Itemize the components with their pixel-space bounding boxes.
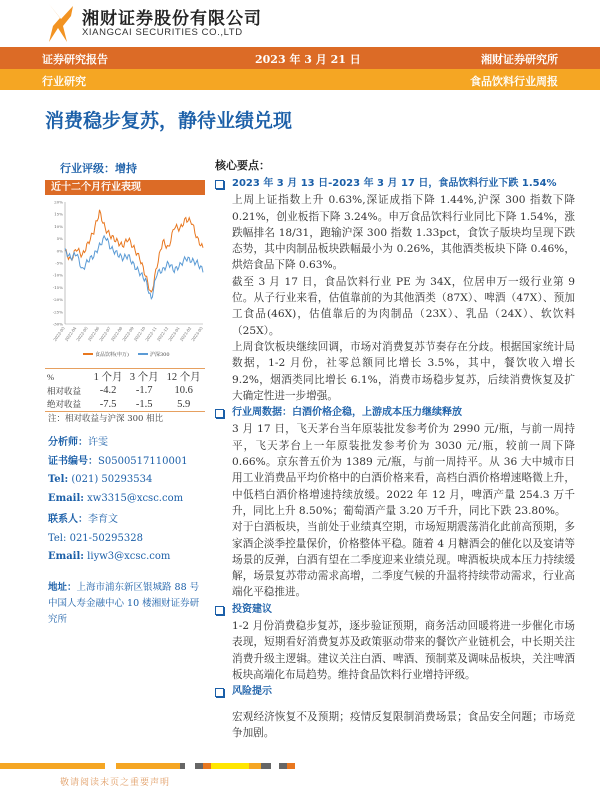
x-tick-label: 2022-12 bbox=[155, 325, 170, 343]
y-tick-label: 0% bbox=[56, 248, 63, 254]
section-heading: 行业周数据：白酒价格企稳，上游成本压力继续释放 bbox=[215, 405, 575, 421]
table-cell: -1.7 bbox=[135, 385, 153, 397]
checkbox-bullet-icon bbox=[215, 409, 224, 418]
performance-table bbox=[45, 368, 205, 412]
report-series: 食品饮料行业周报 bbox=[470, 75, 558, 88]
analyst-info: 分析师：许雯 证书编号：S0500517110001 Tel: (021) 50293534 Email: xw3315@xcsc.com bbox=[48, 437, 188, 504]
table-cell: -7.5 bbox=[99, 398, 117, 410]
chart-title: 近十二个月行业表现 bbox=[45, 180, 205, 195]
table-cell: 绝对收益 bbox=[47, 399, 82, 410]
x-tick-label: 2022-09 bbox=[121, 325, 135, 343]
table-cell: -4.2 bbox=[99, 385, 117, 397]
institute: 湘财证券研究所 bbox=[481, 53, 558, 66]
table-cell: 1 个月 bbox=[93, 372, 123, 383]
table-cell: -1.5 bbox=[135, 398, 153, 410]
category: 行业研究 bbox=[42, 75, 86, 88]
y-tick-label: -15% bbox=[52, 284, 63, 290]
x-tick-label: 2022-03 bbox=[52, 325, 66, 343]
section-heading: 2023 年 3 月 13 日-2023 年 3 月 17 日，食品饮料行业下跌 1.54% bbox=[215, 176, 575, 192]
x-tick-label: 2023-01 bbox=[167, 325, 181, 343]
y-tick-label: -10% bbox=[52, 272, 63, 278]
table-header bbox=[45, 369, 205, 384]
y-tick-label: -30% bbox=[52, 321, 63, 327]
table-cell: 5.9 bbox=[177, 398, 191, 410]
table-cell: 10.6 bbox=[174, 385, 193, 397]
paragraph: 上周食饮板块继续回调，市场对消费复苏节奏存在分歧。根据国家统计局数据，1-2 月份，社零总额同比增长 3.5%，其中，餐饮收入增长 9.2%，烟酒类同比增长 6.1%，消费市场稳步复苏，后续消费恢复及扩大确定性进一步增强。 bbox=[232, 340, 575, 402]
contact-name: 李育文 bbox=[88, 514, 118, 525]
header-bar bbox=[0, 47, 600, 69]
checkbox-bullet-icon bbox=[215, 606, 224, 615]
performance-chart bbox=[45, 196, 207, 364]
core-points bbox=[215, 176, 575, 741]
x-tick-label: 2022-10 bbox=[132, 325, 147, 343]
x-tick-label: 2023-02 bbox=[178, 325, 193, 343]
company-name: 湘财证券股份有限公司 bbox=[82, 9, 262, 29]
core-points-title: 核心要点： bbox=[215, 159, 270, 172]
paragraph: 上周上证指数上升 0.63%,深证成指下降 1.44%,沪深 300 指数下降 0.21%，创业板指下降 3.24%。申万食品饮料行业同比下降 1.54%，涨跌幅排名 18/31，跑输沪深 300 指数 1.33pct，食饮子版块均呈现下跌态势，其中肉制品板块跌幅最小为 0.26%，其他酒类板块下降 0.46%，烘焙食品下降 0.63%。 bbox=[232, 194, 575, 272]
address: 地址：上海市浦东新区银城路 88 号中国人寿金融中心 10 楼湘财证券研究所 bbox=[48, 582, 200, 625]
paragraph: 宏观经济恢复不及预期；疫情反复限制消费场景；食品安全问题；市场竞争加剧。 bbox=[232, 710, 575, 739]
paragraph: 1-2 月份消费稳步复苏，逐步验证预期，商务活动回暖将进一步催化市场表现，短期看好消费复苏及政策驱动带来的餐饮产业链机会，中长期关注消费升级主逻辑。建议关注白酒、啤酒、预制菜及调味品板块，关注啤酒板块高端化布局趋势。维持食品饮料行业增持评级。 bbox=[232, 620, 575, 681]
industry-rating: 行业评级：增持 bbox=[60, 162, 137, 175]
table-cell: % bbox=[47, 371, 55, 382]
series-line-0 bbox=[65, 210, 203, 292]
footer-stripe bbox=[0, 763, 600, 769]
contact-info: 联系人：李育文 Tel: 021-50295328 Email: liyw3@xcsc.com bbox=[48, 514, 171, 562]
x-tick-label: 2023-03 bbox=[190, 325, 204, 343]
x-tick-label: 2022-06 bbox=[86, 325, 101, 343]
analyst-email[interactable]: xw3315@xcsc.com bbox=[87, 492, 184, 504]
report-date: 2023 年 3 月 21 日 bbox=[255, 53, 361, 66]
x-tick-label: 2022-11 bbox=[144, 325, 158, 343]
analyst-name: 许雯 bbox=[88, 437, 108, 448]
y-tick-label: 10% bbox=[54, 223, 63, 229]
checkbox-bullet-icon bbox=[215, 688, 224, 697]
company-name-en: XIANGCAI SECURITIES CO.,LTD bbox=[82, 27, 243, 38]
legend-label: 食品饮料(申万) bbox=[95, 352, 129, 358]
checkbox-bullet-icon bbox=[215, 180, 224, 189]
table-row bbox=[45, 384, 205, 398]
table-note: 注：相对收益与沪深 300 相比 bbox=[48, 414, 164, 424]
table-cell: 相对收益 bbox=[47, 385, 82, 396]
paragraph: 截至 3 月 17 日，食品饮料行业 PE 为 34X，位居申万一级行业第 9 位。从子行业来看，估值靠前的为其他酒类（87X）、啤酒（47X）、预加工食品(46X)，估值靠后的为肉制品（23X）、乳品（24X）、软饮料（25X）。 bbox=[232, 275, 575, 337]
paragraph: 3 月 17 日，飞天茅台当年原装批发参考价为 2990 元/瓶，与前一周持平，飞天茅台上一年原装批发参考价为 3030 元/瓶，较前一周下降 0.66%。京东普五价为 1389 元/瓶，与前一周持平。从 36 大中城市日用工业消费品平均价格中的白酒价格来看，高档白酒价格增速略微上升，中低档白酒价格增速持续放缓。2022 年 12 月，啤酒产量 254.3 万千升，同比上升 8.50%；葡萄酒产量 3.20 万千升，同比下跌 23.80%。 bbox=[232, 423, 575, 517]
x-tick-label: 2022-07 bbox=[98, 325, 112, 343]
section-heading: 风险提示 bbox=[215, 684, 575, 700]
y-tick-label: -25% bbox=[52, 309, 63, 315]
footer-disclaimer: 敬请阅读末页之重要声明 bbox=[60, 778, 171, 788]
subheader-bar bbox=[0, 69, 600, 90]
table-cell: 12 个月 bbox=[166, 372, 201, 383]
y-tick-label: -20% bbox=[52, 297, 63, 303]
x-tick-label: 2022-08 bbox=[109, 325, 124, 343]
x-tick-label: 2022-04 bbox=[63, 325, 78, 343]
y-tick-label: 5% bbox=[56, 236, 63, 242]
legend-label: 沪深300 bbox=[150, 352, 170, 358]
section-heading: 投资建议 bbox=[215, 602, 575, 618]
company-logo bbox=[45, 2, 75, 44]
y-tick-label: 20% bbox=[54, 199, 63, 205]
contact-tel: 021-50295328 bbox=[69, 532, 143, 544]
analyst-tel: (021) 50293534 bbox=[71, 474, 153, 485]
table-row bbox=[45, 398, 205, 412]
y-tick-label: 15% bbox=[54, 211, 63, 217]
x-tick-label: 2022-05 bbox=[75, 325, 89, 343]
paragraph: 对于白酒板块，当前处于业绩真空期，市场短期震荡消化此前高预期，多家酒企淡季控量保价，价格整体平稳。随着 4 月糖酒会的催化以及宴请等场景的反弹，白酒有望在二季度迎来业绩兑现。啤酒板块成本压力持续缓解，场景复苏带动需求高增，二季度气候的升温将持续带动需求，行业高端化平稳推进。 bbox=[232, 521, 575, 599]
table-cell: 3 个月 bbox=[129, 372, 159, 383]
report-type: 证券研究报告 bbox=[42, 53, 108, 66]
contact-email[interactable]: liyw3@xcsc.com bbox=[87, 551, 171, 562]
analyst-cert: S0500517110001 bbox=[98, 455, 188, 467]
page-title: 消费稳步复苏，静待业绩兑现 bbox=[45, 110, 293, 132]
y-tick-label: -5% bbox=[55, 260, 63, 266]
